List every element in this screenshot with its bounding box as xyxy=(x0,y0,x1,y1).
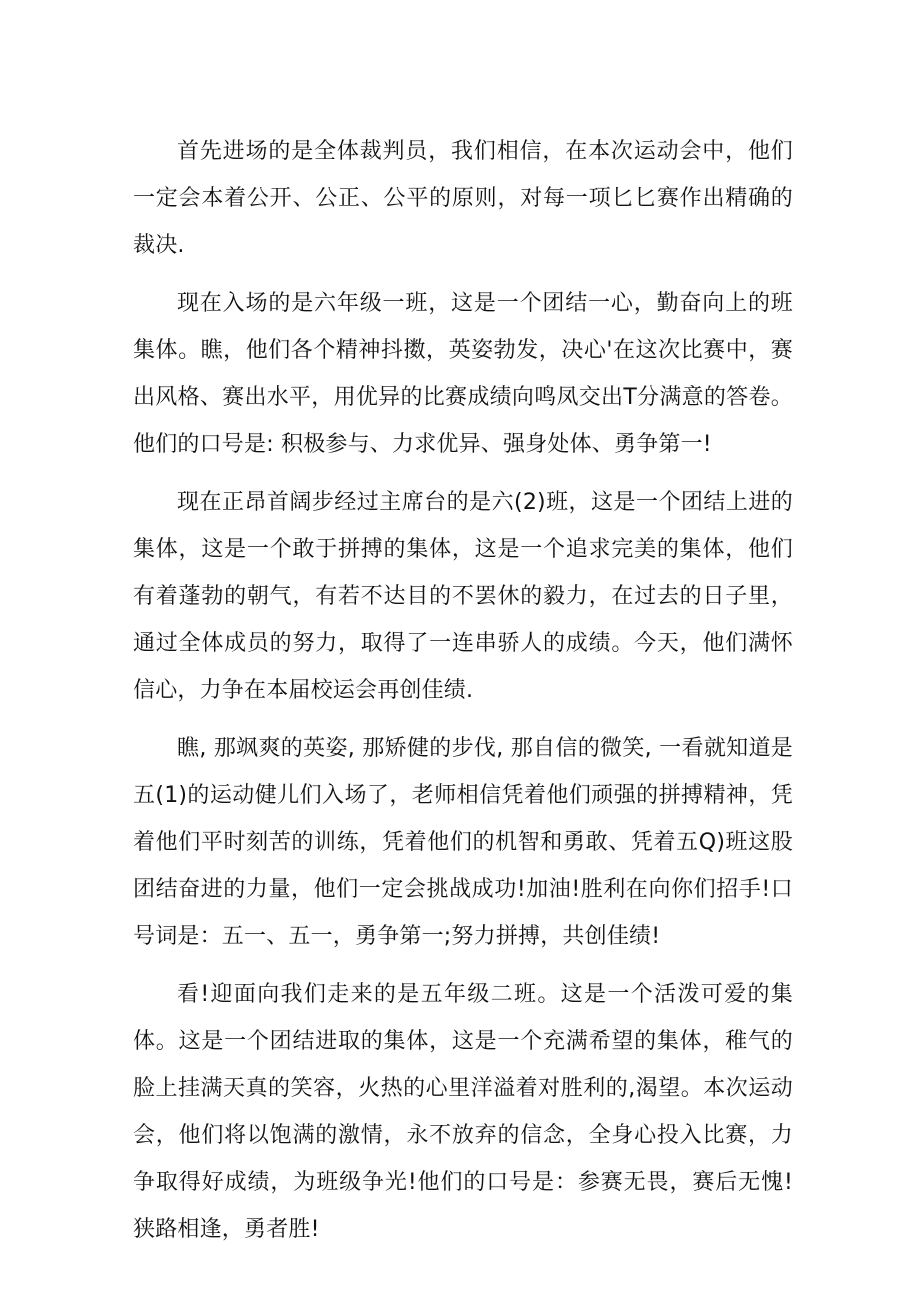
paragraph-grade6-class1: 现在入场的是六年级一班，这是一个团结一心，勤奋向上的班集体。瞧，他们各个精神抖擞，英姿勃发，决心'在这次比赛中，赛出风格、赛出水平，用优异的比赛成绩向鸣凤交出T分满意的答卷。他们的口号是: 积极参与、力求优异、强身处体、勇争第一! xyxy=(133,291,793,457)
paragraph-referees: 首先进场的是全体裁判员，我们相信，在本次运动会中，他们一定会本着公开、公正、公平的原则，对每一项匕匕赛作出精确的裁决. xyxy=(133,139,793,258)
paragraph-grade6-class2: 现在正昂首阔步经过主席台的是六(2)班，这是一个团结上进的集体，这是一个敢于拼搏的集体，这是一个追求完美的集体，他们有着蓬勃的朝气，有若不达目的不罢休的毅力，在过去的日子里，通过全体成员的努力，取得了一连串骄人的成绩。今天，他们满怀信心，力争在本届校运会再创佳绩. xyxy=(133,490,793,703)
paragraph-grade5-class2: 看!迎面向我们走来的是五年级二班。这是一个活泼可爱的集体。这是一个团结进取的集体，这是一个充满希望的集体，稚气的脸上挂满天真的笑容，火热的心里洋溢着对胜利的,渴望。本次运动会，他们将以饱满的激情，永不放弃的信念，全身心投入比赛，力争取得好成绩，为班级争光!他们的口号是：参赛无畏，赛后无愧!狭路相逢，勇者胜! xyxy=(133,982,793,1242)
paragraph-grade5-class1: 瞧, 那飒爽的英姿, 那矫健的步伐, 那自信的微笑, 一看就知道是五(1)的运动健儿们入场了，老师相信凭着他们顽强的拼搏精神，凭着他们平时刻苦的训练，凭着他们的机智和勇敢、凭着五Q)班这股团结奋进的力量，他们一定会挑战成功!加油!胜利在向你们招手!口号词是：五一、五一，勇争第一;努力拼搏，共创佳绩! xyxy=(133,736,793,949)
document-body xyxy=(133,128,793,1264)
